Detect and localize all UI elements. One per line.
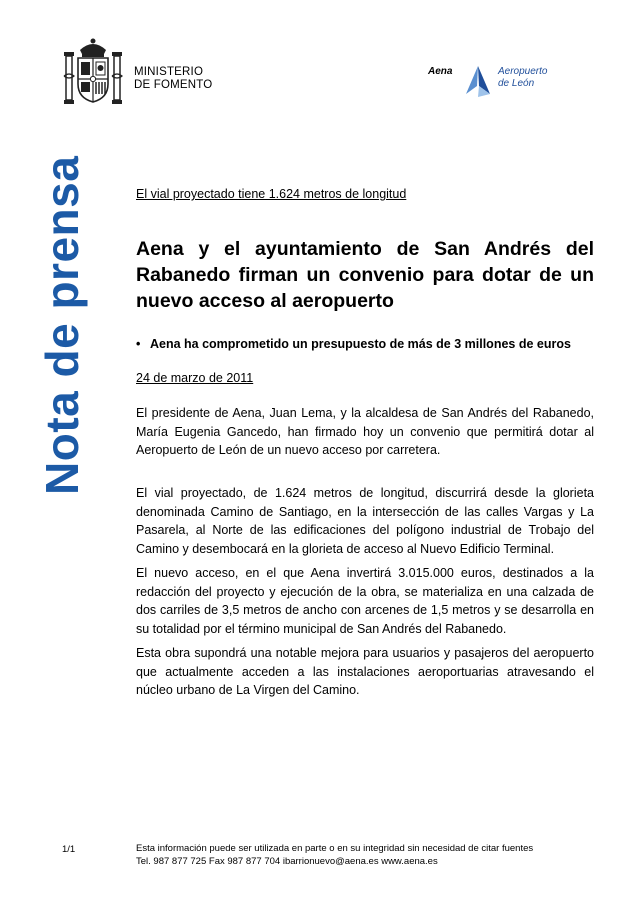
kicker-line: El vial proyectado tiene 1.624 metros de longitud — [136, 187, 407, 201]
page-number: 1/1 — [62, 844, 76, 855]
airport-name — [498, 66, 547, 90]
airport-name-line1: Aeropuerto — [498, 66, 548, 77]
footer-usage-note: Esta información puede ser utilizada en parte o en su integridad sin necesidad de citar fuentes — [136, 843, 534, 854]
footer — [136, 842, 606, 868]
ministry-name — [134, 66, 212, 92]
paragraph-4: Esta obra supondrá una notable mejora para usuarios y pasajeros del aeropuerto que actualmente acceden a las instalaciones aeroportuarias atravesando el núcleo urbano de La Virgen del Camino. — [136, 646, 594, 697]
paragraph-2: El vial proyectado, de 1.624 metros de longitud, discurrirá desde la glorieta denominada Camino de Santiago, en la intersección de las calles Vargas y La Pasarela, al Norte de las edificaciones del polígono industrial de Trobajo del Camino y desembocará en la glorieta de acceso al Nuevo Edificio Terminal. — [136, 486, 594, 556]
paragraph-3: El nuevo acceso, en el que Aena invertirá 3.015.000 euros, destinados a la redacción del proyecto y ejecución de la obra, se materializa en una calzada de dos carriles de 3,5 metros de ancho con arcenes de 1,5 metros y se desarrolla en su totalidad por el término municipal de San Andrés del Rabanedo. — [136, 566, 594, 636]
aena-wordmark: Aena — [428, 66, 453, 77]
ministry-logo — [62, 36, 232, 106]
airport-name-line2: de León — [498, 78, 535, 89]
coat-of-arms-icon — [62, 36, 124, 106]
aena-arrow-icon — [462, 64, 494, 98]
headline: Aena y el ayuntamiento de San Andrés del Rabanedo firman un convenio para dotar de un nuevo acceso al aeropuerto — [136, 238, 594, 312]
footer-contact: Tel. 987 877 725 Fax 987 877 704 ibarrionuevo@aena.es www.aena.es — [136, 856, 438, 867]
paragraph-1: El presidente de Aena, Juan Lema, y la alcaldesa de San Andrés del Rabanedo, María Eugenia Gancedo, han firmado hoy un convenio que permitirá dotar al Aeropuerto de León de un nuevo acceso por carretera. — [136, 406, 594, 457]
ministry-name-line1: MINISTERIO — [134, 66, 204, 78]
ministry-name-line2: DE FOMENTO — [134, 79, 213, 91]
bullet-text: Aena ha comprometido un presupuesto de más de 3 millones de euros — [150, 337, 571, 351]
bullet-icon: • — [136, 337, 141, 351]
press-release-label: Nota de prensa — [36, 155, 88, 495]
bullet-point — [136, 337, 594, 351]
release-date: 24 de marzo de 2011 — [136, 371, 254, 385]
aena-airport-logo — [428, 60, 568, 102]
